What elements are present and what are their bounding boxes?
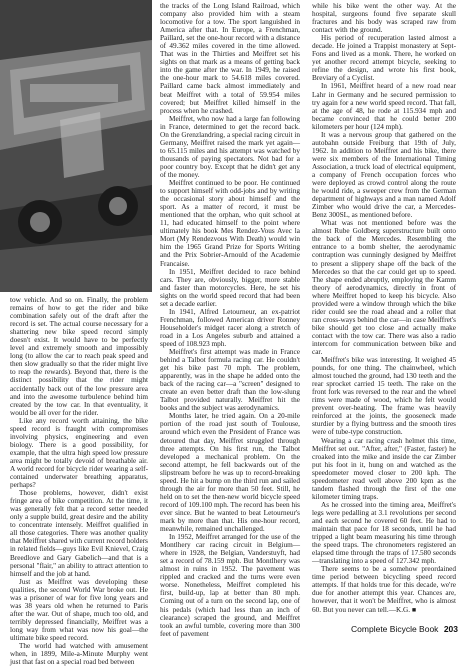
paragraph: In 1951, Meiffret decided to race behind cars. They are, obviously, bigger, more stable and faster than motorcycles. Here, he set his sights on the world speed record that had been set a decade earlier. — [160, 267, 300, 308]
paragraph: In 1952, Meiffret arranged for the use of the Montlhery car racing circuit in Belgium—where in 1928, the Belgian, Vanderstuyft, had set a record of 78.159 mph. But Montlhery was almost in ruins in 1952. The pavement was rippled and cracked and the turns were even worse. Nonetheless, Meiffret completed his first, build-up, lap at better than 80 mph. Coming out of a turn on the second lap, one of his pedals (which had less than an inch of clearance) scraped the ground, and Meiffret took an awful tumble, covering more than 300 feet of pavement — [160, 533, 300, 638]
paragraph: tow vehicle. And so on. Finally, the problem remains of how to get the rider and bike combination safely out of the draft after the record is set. The actual course necessary for a shattering new bike speed record simply doesn't exist. It would have to be perfectly level and extremely smooth and impossibly long (to allow the car to reach peak speed and then slow gradually so that the rider might live to reap the rewards). Beyond that, there is the distinct possibility that the rider might accidentally back out of the low pressure area and into the awesome turbulence behind him created by the tow car. In that eventuality, it would be all over for the rider. — [10, 296, 148, 417]
paragraph: the tracks of the Long Island Railroad, which company also provided him with a steam locomotive for a tow. The sport languished in America after that. In Europe, a Frenchman, Paillard, set the one-hour record with a distance of 49.362 miles covered in the time allowed. That was in the Thirties and Meiffret set his sights on that mark as a means of getting back into the game after the war. In 1949, he raised the one-hour mark to 54.618 miles covered. Paillard came back almost immediately and beat Meiffret with a total of 59.954 miles covered; but Meiffret killed himself in the process when he crashed. — [160, 2, 300, 115]
paragraph-text: There seems to be a somehow preordained time period between bicycling speed record attempts. If that holds true for this decade, we're due for another attempt this year. Chances are, however, that it won't be Meiffret, who is almost 60. But you never can tell.—K.G. — [312, 565, 456, 614]
page-footer — [351, 624, 458, 634]
paragraph: Meiffret, who now had a large fan following in France, determined to get the record back. On the Grenzlandring, a special racing circuit in Germany, Meiffret raised the mark yet again—to 65.115 miles and his attempt was watched by thousands of paying spectators. Not bad for a poor country boy. Except that he didn't get any of the money. — [160, 114, 300, 179]
end-of-article-mark: ■ — [411, 605, 417, 614]
paragraph: It was a nervous group that gathered on the autobahn outside Freiburg that 19th of July, 1962. In addition to Meiffret and his bike, there were six members of the International Timing Association, a truck load of electrical equipment, a company of French occupation forces who were deployed as crowd control along the route he would ride, a sweeper crew from the German department of highways and a man named Adolf Zimber who would drive the car, a Mercedes-Benz 300SL, as mentioned before. — [312, 130, 456, 220]
paragraph: What was not mentioned before was the almost Rube Goldberg superstructure built onto the back of the Mercedes. Resembling the entrance to a bomb shelter, the aerodynamic contraption was cunningly designed by Meiffret to present a slippery shape off the back of the Mercedes so that the car could get up to speed. The shape ended abruptly, employing the Kamm theory of aerodynamics, directly in front of where Meiffret hoped to keep his bicycle. Also provided were a window through which the bike rider could see the road ahead and a roller that ran cross-ways behind the car—in case Meiffret's bike should get too close and actually make contact with the tow car. There was also a radio intercom for communication between bike and car. — [312, 219, 456, 357]
paragraph: Meiffret continued to be poor. He continued to support himself with odd-jobs and by writing the occasional story about himself and the sport. As a matter of record, it must be mentioned that the orphan, who quit school at 11, had educated himself to the point where ultimately his book Mes Rendez-Vous Avec la Mort (My Rendezvous With Death) would win him the 1965 Grand Prize for Sports Writing and the Prix Sobrier-Arnould of the Academie Francaise. — [160, 179, 300, 268]
paragraph: Like any record worth attaining, the bike speed record is fraught with compromises involving physics, engineering and even biology. There is a good possibility, for example, that the ultra high speed low pressure area might be totally devoid of breathable air. A world record for bicycle rider wearing a self-contained underwater breathing apparatus, perhaps? — [10, 416, 148, 490]
paragraph: In 1961, Meiffret heard of a new road near Lahr in Germany and he secured permission to try again for a new world speed record. That fall, at the age of 48, he rode at 115.934 mph and became convinced that he could better 200 kilometers per hour (124 mph). — [312, 82, 456, 131]
photo-illustration — [0, 0, 152, 292]
paragraph: Wearing a car racing crash helmet this time, Meiffret set out. "After, after," (Faster, faster) he croaked into the mike and inside the car Zimber put his foot in it, hung on and watched as the speedometer moved closer to 200 kph. The speedometer read well above 200 kpm as the tandem flashed through the first of the one kilometer timing traps. — [312, 436, 456, 501]
text-column-1 — [10, 296, 148, 666]
paragraph: while his bike went the other way. At the hospital, surgeons found five separate skull fractures and his body was scraped raw from contact with the ground. — [312, 2, 456, 35]
page-number: 203 — [443, 624, 458, 634]
magazine-title: Complete Bicycle Book — [351, 624, 439, 634]
paragraph: Those problems, however, didn't exist fringe area of bike competition. At the time, it was generally felt that a record setter needed only a supple build, great desire and the ability to concentrate intensely. Meiffret qualified in all those categories. There was another quality that Meiffret shared with current record holders in related fields—guys like Evil Knievel, Craig Breedlove and Gary Gabelich—and that is a personal "flair," an ability to attract attention to himself and the job at hand. — [10, 489, 148, 578]
paragraph: Just as Meiffret was developing these qualities, the second World War broke out. He was a prisoner of war for five long years and was 38 years old when he returned to Paris after the war. Out of shape, much too old, and terribly depressed financially, Meiffret was a long way from what was now his goal—the ultimate bike speed record. — [10, 577, 148, 642]
paragraph-text: As he crossed into the timing area, Meiffret's legs were pedalling at 3.1 revolutions per second and each second he covered 60 feet. He had to maintain that pace for 18 seconds, until he had tripped a light beam measuring his time through the speed traps. The chronometers registered an elapsed time through the traps of 17.580 seconds—translating into a speed of 127.342 mph. — [312, 500, 456, 566]
paragraph: Meiffret's first attempt was made in France behind a Talbot formula racing car. He couldn't get his bike past 70 mph. The problem, apparently, was in the shape he added onto the back of the racing car—a "screen" designed to create an even better draft than the low-slung Talbot provided naturally. Meiffret hit the books and the subject was aerodynamics. — [160, 348, 300, 413]
text-column-2 — [160, 2, 300, 638]
paragraph — [312, 501, 456, 565]
text-column-3 — [312, 2, 456, 614]
paragraph: Meiffret's bike was interesting. It weighed 45 pounds, for one thing. The chainwheel, which almost touched the ground, had 130 teeth and the rear sprocket carried 15 teeth. The rake on the front fork was reversed to the rear and the wheel rims were made of wood, which he felt would prevent over-heating. The frame was heavily reinforced at the joints, the gooseneck made sturdier by a flying buttress and the smooth tires were of tube-type construction. — [312, 356, 456, 437]
paragraph: The world had watched with amusement when, in 1899, Mile-a-Minute Murphy went just that fast on a special road bed between — [10, 642, 148, 666]
paragraph: In 1941, Alfred Letourneur, an ex-patriot Frenchman, followed American driver Ronney Householder's midget racer along a stretch of road in a Los Angeles suburb and attained a speed of 108.923 mph. — [160, 307, 300, 348]
paragraph: Months later, he tried again. On a 20-mile portion of the road just south of Toulouse, around which even the President of France was detoured that day, Meiffret struggled through three attempts. On his first run, the Talbot developed a mechanical problem. On the second attempt, he fell backwards out of the slipstream before he was up to record-breaking speed. He hit a bump on the third run and sailed through the air for more than 50 feet. Still, he held on to set the then-new world bicycle speed record of 109.100 mph. The record has been his ever since. But he wanted to beat Letourneur's mark by more than that. His one-hour record, meanwhile, remained unchallenged. — [160, 412, 300, 534]
photo-tow-vehicle — [0, 0, 152, 292]
paragraph — [312, 565, 456, 613]
paragraph: His period of recuperation lasted almost a decade. He joined a Trappist monastery at Sept-Fons and lived as a monk. There, he worked on yet another record attempt bicycle, seeking to refine the design, and wrote his first book, Breviary of a Cyclist. — [312, 34, 456, 83]
